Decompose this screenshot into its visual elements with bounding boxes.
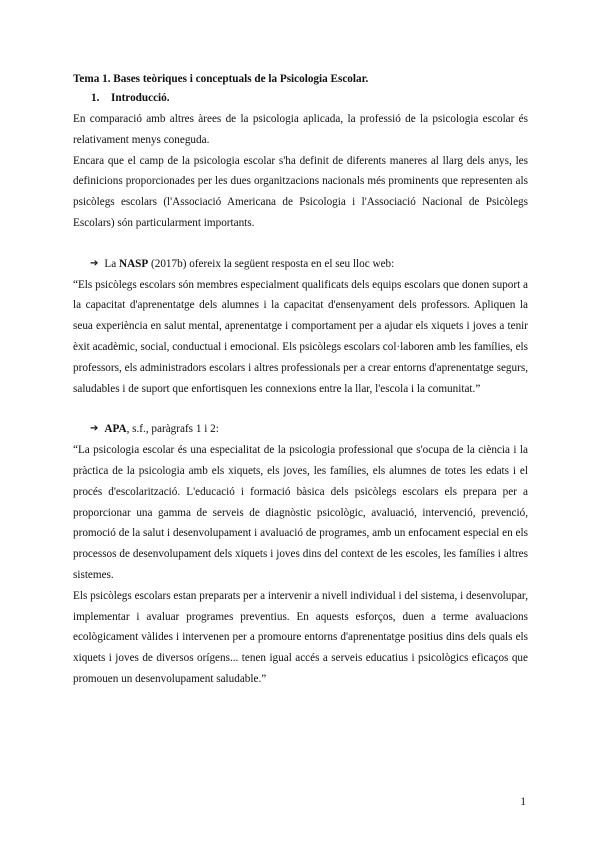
arrow-icon: ➔ [90, 423, 99, 435]
page-number: 1 [520, 796, 526, 808]
apa-source: APA [104, 423, 127, 436]
arrow-icon: ➔ [90, 257, 99, 269]
document-title: Tema 1. Bases teòriques i conceptuals de la Psicologia Escolar. [73, 73, 369, 85]
nasp-quote: “Els psicòlegs escolars són membres especialment qualificats dels equips escolars que donen suport a la capacitat d'aprenentatge dels alumnes i la capacitat d'ensenyament dels professors. Apliquen la seua experiència en salut mental, aprenentatge i comportament per a ajudar els xiquets i joves a tenir èxit acadèmic, social, conductual i emocional. Els psicòlegs escolars col·laboren amb les famílies, els professors, els administradors escolars i altres professionals per a crear entorns d'aprenentatge segurs, saludables i de suport que enfortisquen les connexions entre la llar, l'escola i la comunitat.” [73, 278, 528, 395]
section-number: 1. [91, 92, 100, 104]
apa-quote-2: Els psicòlegs escolars estan preparats per a intervenir a nivell individual i del sistema, i desenvolupar, implementar i avaluar programes preventius. En aquests esforços, duen a terme avaluacions ecològicament vàlides i intervenen per a promoure entorns d'aprenentatge positius dins dels quals els xiquets i joves de diversos orígens... tenen igual accés a serveis educatius i psicològics eficaços que promouen un desenvolupament saludable.” [73, 589, 528, 685]
intro-paragraph-2: Encara que el camp de la psicologia escolar s'ha definit de diferents maneres al llarg dels anys, les definicions proporcionades per les dues organitzacions nacionals més prominents que representen als psicòlegs escolars (l'Associació Americana de Psicologia i l'Associació Nacional de Psicòlegs Escolars) són particularment importants. [73, 154, 528, 229]
nasp-intro: La NASP (2017b) ofereix la següent resposta en el seu lloc web: [104, 257, 395, 270]
nasp-bullet [90, 254, 528, 275]
section-heading [91, 91, 528, 105]
intro-paragraph-1: En comparació amb altres àrees de la psicologia aplicada, la professió de la psicologia escolar és relativament menys coneguda. [73, 113, 528, 146]
apa-bullet [90, 419, 528, 440]
apa-quote-1: “La psicologia escolar és una especialitat de la psicologia professional que s'ocupa de la ciència i la pràctica de la psicologia amb els xiquets, els joves, les famílies, els alumnes de totes les edats i el procés d'escolarització. L'educació i formació bàsica dels psicòlegs escolars els prepara per a proporcionar una gamma de serveis de diagnòstic psicològic, avaluació, intervenció, prevenció, promoció de la salut i desenvolupament i avaluació de programes, amb un enfocament especial en els processos de desenvolupament dels xiquets i joves dins del context de les escoles, les famílies i altres sistemes. [73, 444, 528, 581]
nasp-source: NASP [119, 257, 149, 270]
apa-intro: APA, s.f., paràgrafs 1 i 2: [104, 423, 219, 436]
section-title: Introducció. [111, 92, 170, 104]
document-page [73, 72, 528, 690]
